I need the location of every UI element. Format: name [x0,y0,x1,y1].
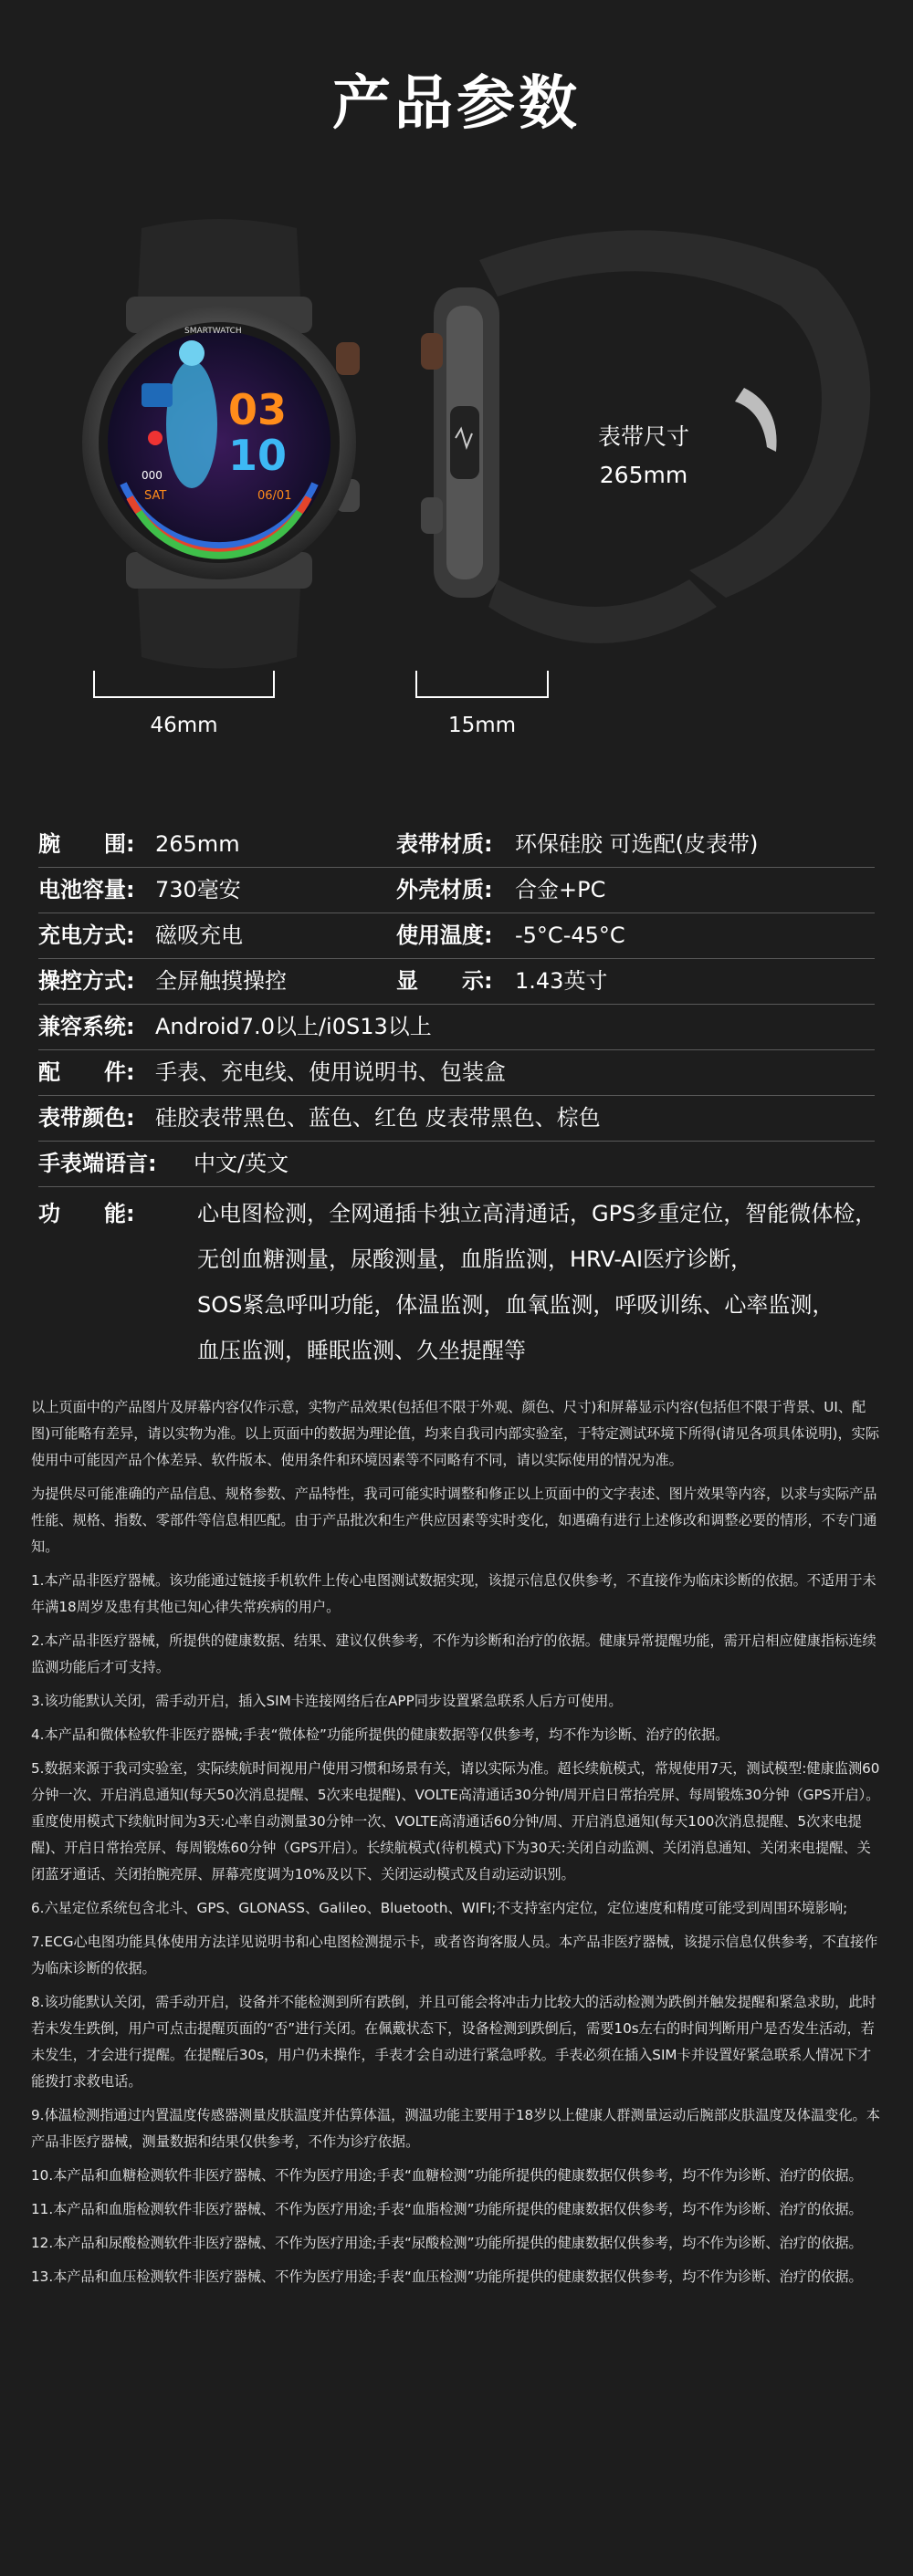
spec-value: 730毫安 [155,877,241,902]
note-paragraph: 4.本产品和微体检软件非医疗器械;手表“微体检”功能所提供的健康数据等仅供参考，均不作为诊断、治疗的依据。 [31,1726,729,1743]
spec-row [38,1049,875,1096]
strap-size-label [575,418,712,495]
spec-value: 265mm [155,831,240,857]
spec-key: 使用温度: [396,923,493,948]
note-paragraph: 10.本产品和血糖检测软件非医疗器械、不作为医疗用途;手表“血糖检测”功能所提供的健康数据仅供参考，均不作为诊断、治疗的依据。 [31,2167,863,2184]
spec-key: 手表端语言: [38,1151,157,1176]
spec-row [38,821,875,868]
spec-key: 电池容量: [38,877,135,902]
note-paragraph: 13.本产品和血压检测软件非医疗器械、不作为医疗用途;手表“血压检测”功能所提供的健康数据仅供参考，均不作为诊断、治疗的依据。 [31,2268,863,2285]
note-paragraph: 8.该功能默认关闭，需手动开启，设备并不能检测到所有跌倒，并且可能会将冲击力比较大的活动检测为跌倒并触发提醒和紧急求助，此时若未发生跌倒，用户可点击提醒页面的“否”进行关闭。在佩戴状态下，设备检测到跌倒后，需要10s左右的时间判断用户是否发生活动，若未发生，才会进行提醒。在提醒后30s，用户仍未操作，手表才会自动进行紧急呼救。手表必须在插入SIM卡并设置好紧急联系人情况下才能拨打求救电话。 [31,1994,876,2090]
spec-key: 充电方式: [38,923,135,948]
watch-hour: 03 [228,385,288,434]
spec-key: 表带颜色: [38,1105,135,1131]
spec-value: 中文/英文 [194,1151,289,1176]
spec-value: 环保硅胶 可选配(皮表带) [515,831,759,857]
function-key: 功 能: [38,1201,135,1226]
spec-value: 1.43英寸 [515,968,608,994]
note-paragraph: 以上页面中的产品图片及屏幕内容仅作示意，实物产品效果(包括但不限于外观、颜色、尺寸)和屏幕显示内容(包括但不限于背景、UI、配图)可能略有差异，请以实物为准。以上页面中的数据为理论值，均来自我司内部实验室，于特定测试环境下所得(请见各项具体说明)，实际使用中可能因产品个体差异、软件版本、使用条件和环境因素等不同略有不同，请以实际使用的情况为准。 [31,1399,880,1468]
spec-row [38,1095,875,1142]
spec-value: 磁吸充电 [155,923,243,948]
width-dimension-line [93,671,275,698]
spec-value: 全屏触摸操控 [155,968,287,994]
function-line: 无创血糖测量，尿酸测量，血脂监测，HRV-AI医疗诊断， [197,1246,753,1272]
spec-key: 显 示: [396,968,493,994]
strap-size-value: 265mm [599,462,688,488]
thickness-dimension-line [415,671,549,698]
watch-front-illustration [55,205,383,689]
note-paragraph: 为提供尽可能准确的产品信息、规格参数、产品特性，我司可能实时调整和修正以上页面中的文字表述、图片效果等内容，以求与实际产品性能、规格、指数、零部件等信息相匹配。由于产品批次和生产供应因素等实时变化，如遇确有进行上述修改和调整必要的情形，不专门通知。 [31,1486,877,1555]
note-paragraph: 12.本产品和尿酸检测软件非医疗器械、不作为医疗用途;手表“尿酸检测”功能所提供的健康数据仅供参考，均不作为诊断、治疗的依据。 [31,2235,863,2251]
spec-row [38,913,875,959]
spec-value: 手表、充电线、使用说明书、包装盒 [155,1059,506,1085]
note-paragraph: 11.本产品和血脂检测软件非医疗器械、不作为医疗用途;手表“血脂检测”功能所提供的健康数据仅供参考，均不作为诊断、治疗的依据。 [31,2201,863,2217]
function-line: 心电图检测，全网通插卡独立高清通话，GPS多重定位，智能微体检， [197,1201,877,1226]
function-line: 血压监测，睡眠监测、久坐提醒等 [197,1338,526,1363]
note-paragraph: 1.本产品非医疗器械。该功能通过链接手机软件上传心电图测试数据实现，该提示信息仅供参考，不直接作为临床诊断的依据。不适用于未年满18周岁及患有其他已知心律失常疾病的用户。 [31,1572,876,1615]
spec-key: 表带材质: [396,831,493,857]
note-paragraph: 5.数据来源于我司实验室，实际续航时间视用户使用习惯和场景有关，请以实际为准。超长续航模式，常规使用7天，测试模型:健康监测60分钟一次、开启消息通知(每天50次消息提醒、5次来电提醒)、VOLTE高清通话30分钟/周开启日常抬亮屏、每周锻炼30分钟（GPS开启）。重度使用模式下续航时间为3天:心率自动测量30分钟一次、VOLTE高清通话60分钟/周、开启消息通知(每天100次消息提醒、5次来电提醒)、开启日常抬亮屏、每周锻炼60分钟（GPS开启）。长续航模式(待机模式)下为30天:关闭自动监测、关闭消息通知、关闭来电提醒、关闭蓝牙通话、关闭抬腕亮屏、屏幕亮度调为10%及以下、关闭运动模式及自动运动识别。 [31,1760,880,1882]
spec-row [38,1141,875,1187]
spec-key: 操控方式: [38,968,135,994]
function-list [197,1191,875,1373]
spec-key: 配 件: [38,1059,135,1085]
spec-key: 腕 围: [38,831,135,857]
disclaimer-notes [31,1394,884,2298]
watch-date: 06/01 [257,489,292,503]
spec-row [38,1004,875,1050]
spec-value: 硅胶表带黑色、蓝色、红色 皮表带黑色、棕色 [155,1105,601,1131]
spec-value: -5°C-45°C [515,923,625,948]
strap-size-title: 表带尺寸 [597,423,689,450]
thickness-label: 15mm [447,714,517,737]
watch-day: SAT [144,489,167,503]
function-line: SOS紧急呼叫功能，体温监测，血氧监测，呼吸训练、心率监测， [197,1292,834,1318]
spec-key: 外壳材质: [396,877,493,902]
spec-row [38,958,875,1005]
note-paragraph: 2.本产品非医疗器械，所提供的健康数据、结果、建议仅供参考，不作为诊断和治疗的依据。健康异常提醒功能，需开启相应健康指标连续监测功能后才可支持。 [31,1632,876,1675]
note-paragraph: 3.该功能默认关闭，需手动开启，插入SIM卡连接网络后在APP同步设置紧急联系人后方可使用。 [31,1693,623,1709]
spec-value: 合金+PC [515,877,606,902]
spec-key: 兼容系统: [38,1014,135,1039]
page-title: 产品参数 [332,70,581,138]
note-paragraph: 7.ECG心电图功能具体使用方法详见说明书和心电图检测提示卡，或者咨询客服人员。本产品非医疗器械，该提示信息仅供参考，不直接作为临床诊断的依据。 [31,1934,878,1976]
spec-row [38,867,875,913]
steps-count: 000 [142,469,163,482]
spec-value: Android7.0以上/i0S13以上 [155,1014,432,1039]
watch-brand-text: SMARTWATCH [184,327,242,336]
watch-minute: 10 [228,431,288,480]
width-label: 46mm [150,714,218,737]
note-paragraph: 9.体温检测指通过内置温度传感器测量皮肤温度并估算体温，测温功能主要用于18岁以上健康人群测量运动后腕部皮肤温度及体温变化。本产品非医疗器械，测量数据和结果仅供参考，不作为诊疗依据。 [31,2107,880,2150]
note-paragraph: 6.六星定位系统包含北斗、GPS、GLONASS、Galileo、Bluetooth、WIFI;不支持室内定位，定位速度和精度可能受到周围环境影响; [31,1900,848,1916]
